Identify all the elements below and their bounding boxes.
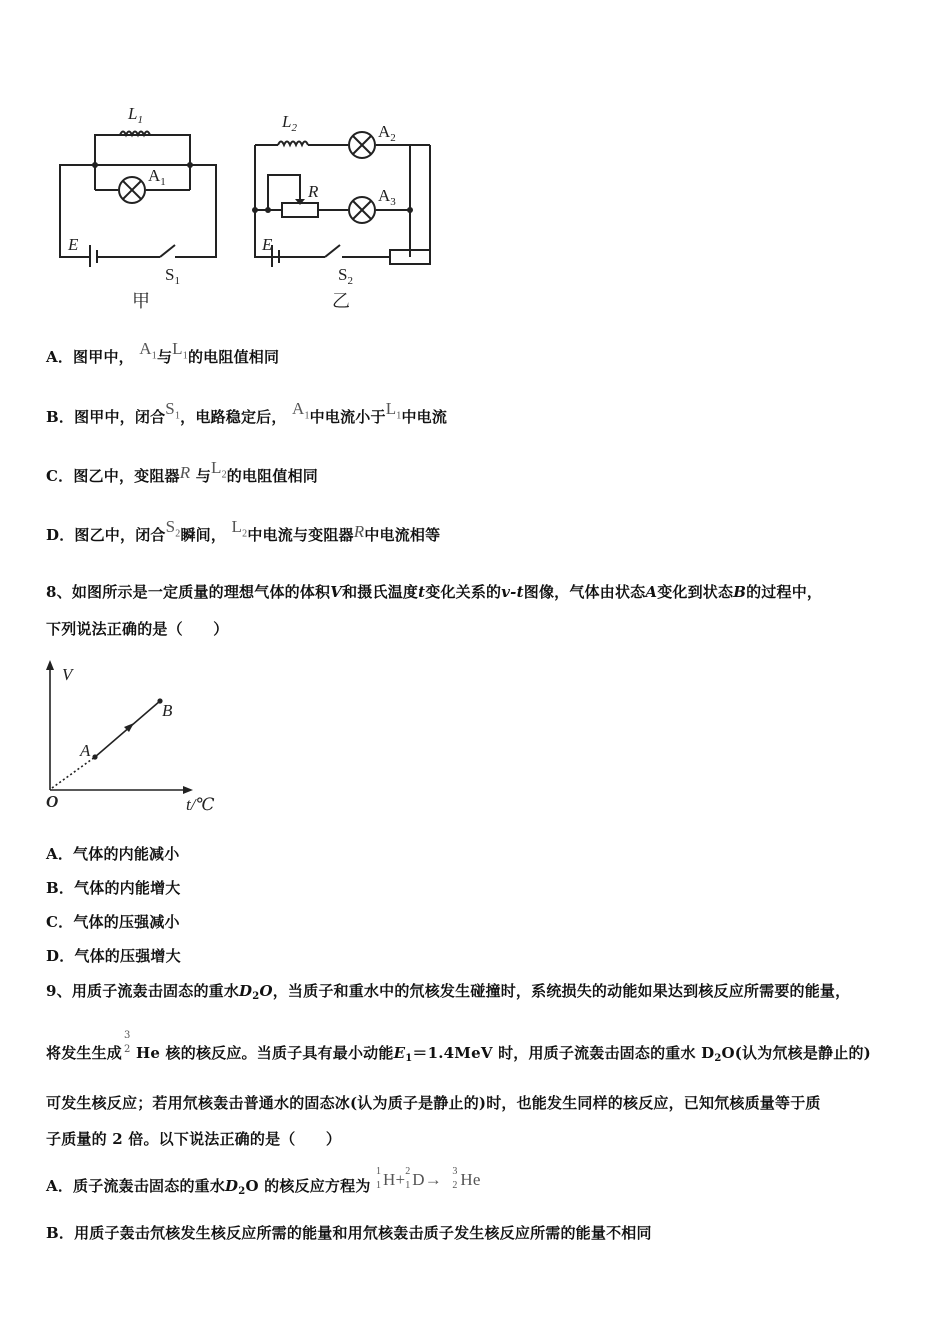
vt-graph [38,658,238,818]
symbol-s1: $S_1$ [165,399,181,422]
label-e-yi: E [262,235,273,254]
circuit-diagrams [50,95,470,320]
q8-stem-line1: 8、如图所示是一定质量的理想气体的体积V和摄氏温度t变化关系的v-t图像，气体由状态A变化到状态B的过程中， [46,583,823,601]
q7-option-b: B．图甲中，闭合$S_1$，电路稳定后， $A_1$中电流小于$L_1$中电流 [46,399,448,426]
q9-stem-line3: 可发生核反应；若用氘核轰击普通水的固态冰(认为质子是静止的)时，也能发生同样的核反应，已知氘核质量等于质 [46,1094,821,1112]
q7-option-c: C．图乙中，变阻器R 与$L_2$的电阻值相同 [46,458,318,485]
dotted-extension [52,757,95,788]
y-arrow [46,660,54,670]
q9-stem-line1: 9、用质子流轰击固态的重水$D_2O$，当质子和重水中的氘核发生碰撞时，系统损失的动能如果达到核反应所需要的能量， [46,982,851,1002]
point-a [92,754,97,759]
y-axis-label: V [62,665,73,684]
label-a1: $A_1$ [148,166,166,188]
reaction-equation: 1 1 H+ 2 1 D→ 3 2 He [375,1166,481,1191]
symbol-r: R [179,463,191,482]
q8-option-b: B．气体的内能增大 [46,879,181,897]
q9-option-b: B．用质子轰击氘核发生核反应所需的能量和用氘核轰击质子发生核反应所需的能量不相同 [46,1224,652,1242]
x-axis-label: t/℃ [186,795,215,814]
label-s2: $S_2$ [338,265,353,287]
symbol-l1: $L_1$ [385,399,402,422]
q7-option-d: D．图乙中，闭合$S_2$瞬间， $L_2$中电流与变阻器R中电流相等 [46,517,441,544]
q8-option-d: D．气体的压强增大 [46,947,181,965]
label-s1: $S_1$ [165,265,180,287]
label-a3: $A_3$ [378,186,396,208]
q8-stem-line2: 下列说法正确的是（ ） [46,620,229,638]
q9-stem-line2: 将发生生成 3 2 He 核的核反应。当质子具有最小动能$E_1=1.4MeV$ 时，用质子流轰击固态的重水 $D_2O$(认为氘核是静止的) [46,1030,871,1064]
label-l2: $L_2$ [282,112,297,134]
symbol-l2: $L_2$ [210,458,227,481]
caption-jia: 甲 [132,291,150,311]
caption-yi: 乙 [332,291,350,311]
symbol-a1: $A_1$ [291,399,310,422]
he-nuclide-prefix: 3 2 [124,1030,131,1055]
q9-stem-line4: 子质量的 2 倍。以下说法正确的是（ ） [46,1130,342,1148]
q8-option-c: C．气体的压强减小 [46,913,180,931]
q7-option-a: A．图甲中， $A_1$与$L_1$的电阻值相同 [46,339,280,366]
point-b-label: B [162,701,173,720]
label-r: R [308,182,319,201]
origin-label: O [46,792,59,811]
label-e-jia: E [68,235,79,254]
label-l1: $L_1$ [128,104,143,126]
point-a-label: A [80,741,91,760]
symbol-l1: $L_1$ [172,339,188,362]
x-arrow [183,786,193,794]
symbol-l2: $L_2$ [231,517,248,540]
q9-option-a: A．质子流轰击固态的重水$D_2O$ 的核反应方程为 1 1 H+ 2 1 D→ 3 2 He [46,1166,481,1197]
q8-option-a: A．气体的内能减小 [46,845,180,863]
label-a2: $A_2$ [378,122,396,144]
symbol-s2: $S_2$ [165,517,181,540]
symbol-a1: $A_1$ [139,339,157,362]
symbol-r: R [353,522,365,541]
